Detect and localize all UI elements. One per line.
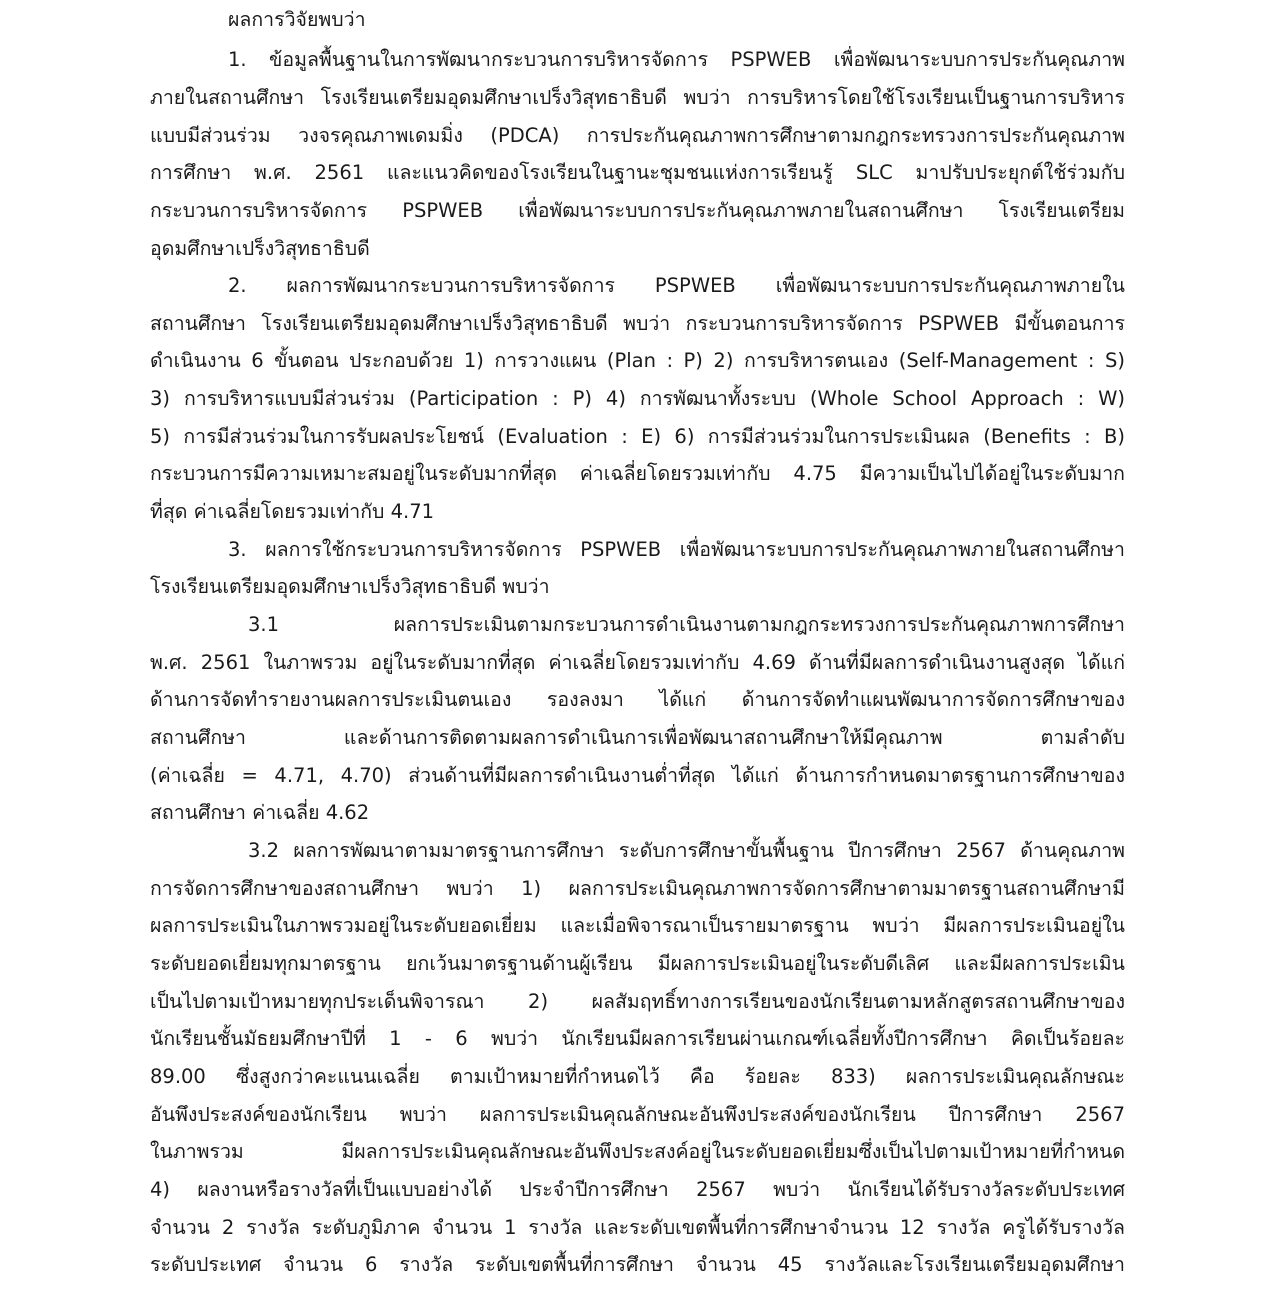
section-3-2-line-9: ในภาพรวม มีผลการประเมินคุณลักษณะอันพึงประสงค์อยู่ในระดับยอดเยี่ยมซึ่งเป็นไปตามเป้าหมายที่กำหนด [150, 1140, 1125, 1163]
section-1-line-3: แบบมีส่วนร่วม วงจรคุณภาพเดมมิ่ง (PDCA) การประกันคุณภาพการศึกษาตามกฎกระทรวงการประกันคุณภาพ [150, 124, 1125, 147]
section-3-1-line-3: ด้านการจัดทำรายงานผลการประเมินตนเอง รองลงมา ได้แก่ ด้านการจัดทำแผนพัฒนาการจัดการศึกษาของ [150, 688, 1125, 711]
section-2-line-2: สถานศึกษา โรงเรียนเตรียมอุดมศึกษาเปร็งวิสุทธาธิบดี พบว่า กระบวนการบริหารจัดการ PSPWEB มีขั้นตอนการ [150, 312, 1125, 335]
section-2-line-4: 3) การบริหารแบบมีส่วนร่วม (Participation : P) 4) การพัฒนาทั้งระบบ (Whole School Approach : W) [150, 387, 1125, 410]
section-3-1-line-4: สถานศึกษา และด้านการติดตามผลการดำเนินการเพื่อพัฒนาสถานศึกษาให้มีคุณภาพ ตามลำดับ [150, 726, 1125, 749]
section-3-2-line-10: 4) ผลงานหรือรางวัลที่เป็นแบบอย่างได้ ประจำปีการศึกษา 2567 พบว่า นักเรียนได้รับรางวัลระดับประเทศ [150, 1178, 1125, 1201]
section-3-1-line-5: (ค่าเฉลี่ย = 4.71, 4.70) ส่วนด้านที่มีผลการดำเนินงานต่ำที่สุด ได้แก่ ด้านการกำหนดมาตรฐานการศึกษาของ [150, 764, 1125, 787]
section-3-1-line-1: 3.1 ผลการประเมินตามกระบวนการดำเนินงานตามกฎกระทรวงการประกันคุณภาพการศึกษา [248, 613, 1125, 636]
section-2-line-5: 5) การมีส่วนร่วมในการรับผลประโยชน์ (Evaluation : E) 6) การมีส่วนร่วมในการประเมินผล (Benefits : B) [150, 425, 1125, 448]
section-1-line-2: ภายในสถานศึกษา โรงเรียนเตรียมอุดมศึกษาเปร็งวิสุทธาธิบดี พบว่า การบริหารโดยใช้โรงเรียนเป็นฐานการบริหาร [150, 86, 1125, 109]
section-3-1-line-6: สถานศึกษา ค่าเฉลี่ย 4.62 [150, 801, 370, 824]
section-3-1-line-2: พ.ศ. 2561 ในภาพรวม อยู่ในระดับมากที่สุด ค่าเฉลี่ยโดยรวมเท่ากับ 4.69 ด้านที่มีผลการดำเนินงานสูงสุด ได้แก่ [150, 651, 1125, 674]
section-3-2-line-8: อันพึงประสงค์ของนักเรียน พบว่า ผลการประเมินคุณลักษณะอันพึงประสงค์ของนักเรียน ปีการศึกษา 2567 [150, 1103, 1125, 1126]
section-3-2-line-11: จำนวน 2 รางวัล ระดับภูมิภาค จำนวน 1 รางวัล และระดับเขตพื้นที่การศึกษาจำนวน 12 รางวัล ครูได้รับรางวัล [150, 1216, 1125, 1239]
section-1-line-1: 1. ข้อมูลพื้นฐานในการพัฒนากระบวนการบริหารจัดการ PSPWEB เพื่อพัฒนาระบบการประกันคุณภาพ [228, 48, 1125, 71]
section-3-2-line-6: นักเรียนชั้นมัธยมศึกษาปีที่ 1 - 6 พบว่า นักเรียนมีผลการเรียนผ่านเกณฑ์เฉลี่ยทั้งปีการศึกษา คิดเป็นร้อยละ [150, 1027, 1125, 1050]
section-2-line-6: กระบวนการมีความเหมาะสมอยู่ในระดับมากที่สุด ค่าเฉลี่ยโดยรวมเท่ากับ 4.75 มีความเป็นไปได้อยู่ในระดับมาก [150, 462, 1125, 485]
section-2-line-1: 2. ผลการพัฒนากระบวนการบริหารจัดการ PSPWEB เพื่อพัฒนาระบบการประกันคุณภาพภายใน [228, 274, 1125, 297]
section-1-line-5: กระบวนการบริหารจัดการ PSPWEB เพื่อพัฒนาระบบการประกันคุณภาพภายในสถานศึกษา โรงเรียนเตรียม [150, 199, 1125, 222]
section-3-line-2: โรงเรียนเตรียมอุดมศึกษาเปร็งวิสุทธาธิบดี พบว่า [150, 575, 550, 598]
section-3-2-line-5: เป็นไปตามเป้าหมายทุกประเด็นพิจารณา 2) ผลสัมฤทธิ์ทางการเรียนของนักเรียนตามหลักสูตรสถานศึกษาของ [150, 990, 1125, 1013]
section-1-line-4: การศึกษา พ.ศ. 2561 และแนวคิดของโรงเรียนในฐานะชุมชนแห่งการเรียนรู้ SLC มาปรับประยุกต์ใช้ร่วมกับ [150, 161, 1125, 184]
section-2-line-7: ที่สุด ค่าเฉลี่ยโดยรวมเท่ากับ 4.71 [150, 500, 435, 523]
section-3-2-line-2: การจัดการศึกษาของสถานศึกษา พบว่า 1) ผลการประเมินคุณภาพการจัดการศึกษาตามมาตรฐานสถานศึกษามี [150, 877, 1125, 900]
section-3-line-1: 3. ผลการใช้กระบวนการบริหารจัดการ PSPWEB เพื่อพัฒนาระบบการประกันคุณภาพภายในสถานศึกษา [228, 538, 1125, 561]
section-2-line-3: ดำเนินงาน 6 ขั้นตอน ประกอบด้วย 1) การวางแผน (Plan : P) 2) การบริหารตนเอง (Self-Management : S) [150, 349, 1125, 372]
findings-heading: ผลการวิจัยพบว่า [228, 8, 366, 31]
section-1-line-6: อุดมศึกษาเปร็งวิสุทธาธิบดี [150, 237, 370, 260]
section-3-2-line-12: ระดับประเทศ จำนวน 6 รางวัล ระดับเขตพื้นที่การศึกษา จำนวน 45 รางวัลและโรงเรียนเตรียมอุดมศึกษา [150, 1253, 1125, 1276]
section-3-2-line-4: ระดับยอดเยี่ยมทุกมาตรฐาน ยกเว้นมาตรฐานด้านผู้เรียน มีผลการประเมินอยู่ในระดับดีเลิศ และมีผลการประเมิน [150, 952, 1125, 975]
section-3-2-line-3: ผลการประเมินในภาพรวมอยู่ในระดับยอดเยี่ยม และเมื่อพิจารณาเป็นรายมาตรฐาน พบว่า มีผลการประเมินอยู่ใน [150, 914, 1125, 937]
section-3-2-line-1: 3.2 ผลการพัฒนาตามมาตรฐานการศึกษา ระดับการศึกษาขั้นพื้นฐาน ปีการศึกษา 2567 ด้านคุณภาพ [248, 839, 1125, 862]
section-3-2-line-7: 89.00 ซึ่งสูงกว่าคะแนนเฉลี่ย ตามเป้าหมายที่กำหนดไว้ คือ ร้อยละ 833) ผลการประเมินคุณลักษณะ [150, 1065, 1125, 1088]
